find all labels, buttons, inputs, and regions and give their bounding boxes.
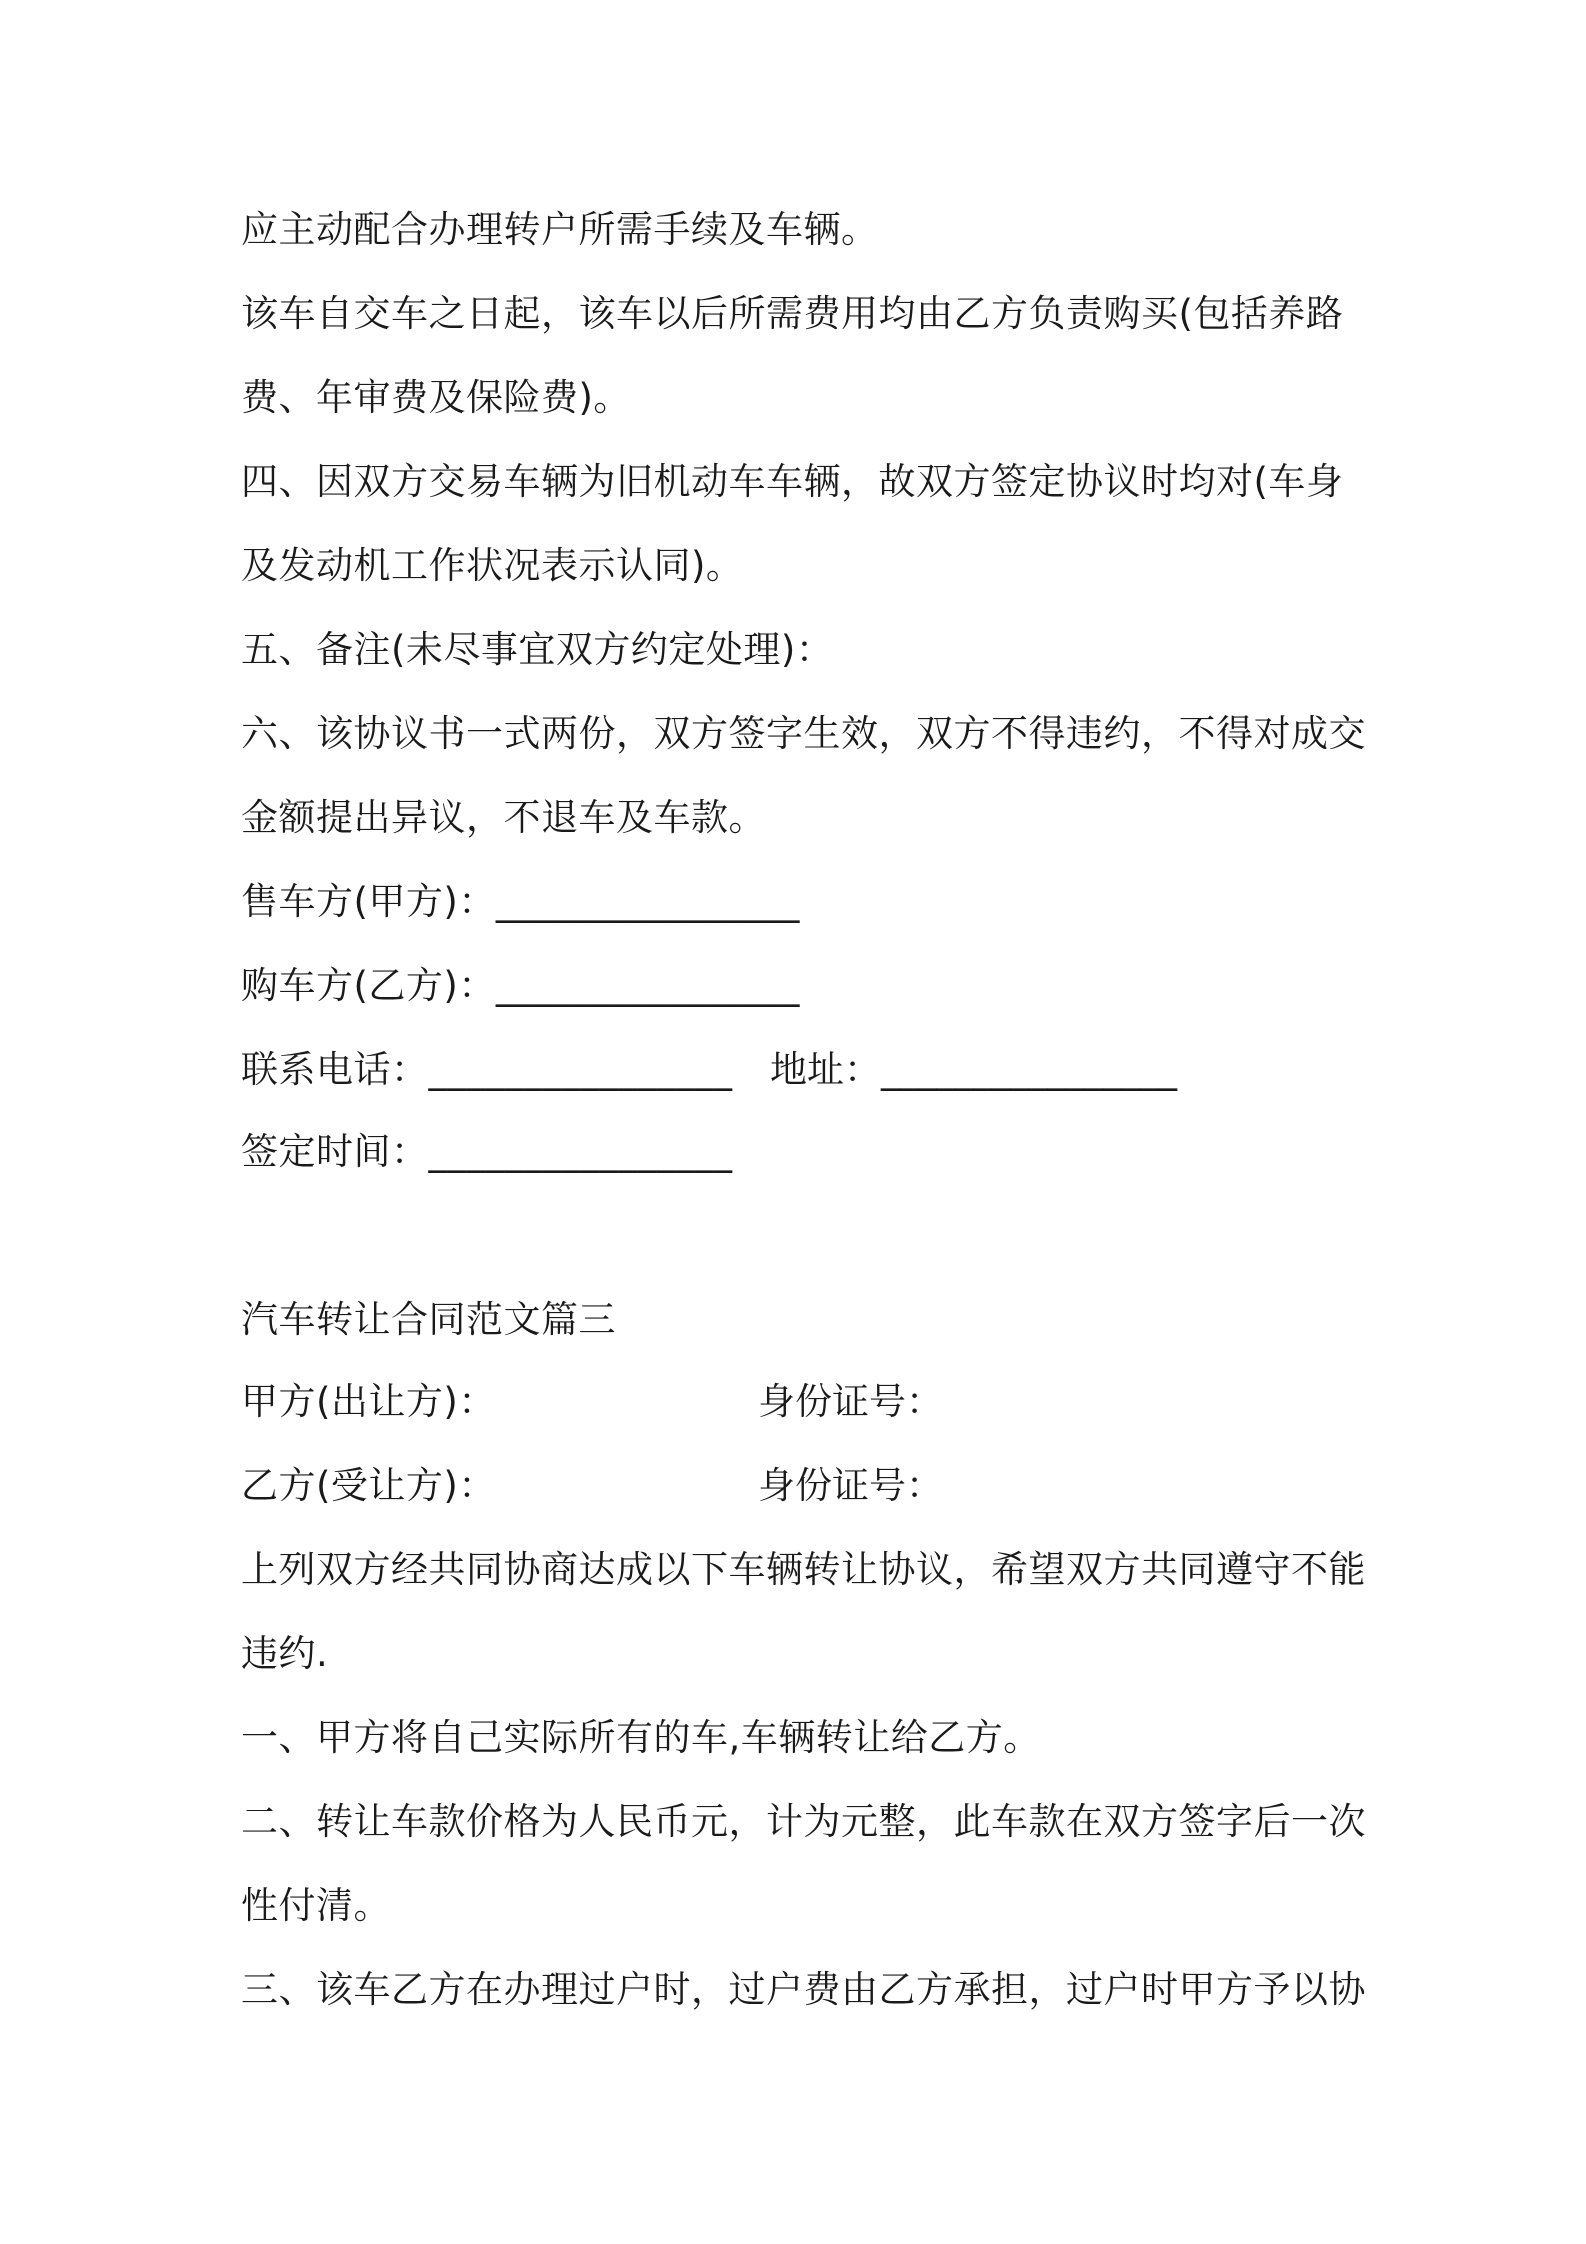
party-a-label: 甲方(出让方)： [241, 1380, 496, 1423]
contact-phone-line: 联系电话：________________ [241, 1048, 733, 1091]
paragraph-line: 六、该协议书一式两份，双方签字生效，双方不得违约，不得对成交 [241, 712, 1366, 755]
paragraph-line: 三、该车乙方在办理过户时，过户费由乙方承担，过户时甲方予以协 [241, 1968, 1366, 2011]
paragraph-line: 五、备注(未尽事宜双方约定处理)： [241, 628, 834, 671]
paragraph-line: 四、因双方交易车辆为旧机动车车辆，故双方签定协议时均对(车身 [241, 460, 1344, 503]
paragraph-line: 该车自交车之日起，该车以后所需费用均由乙方负责购买(包括养路 [241, 292, 1344, 335]
buyer-signature-line: 购车方(乙方)：________________ [241, 964, 800, 1007]
paragraph-line: 违约. [241, 1632, 329, 1675]
seller-signature-line: 售车方(甲方)：________________ [241, 880, 800, 923]
party-b-id-label: 身份证号： [758, 1464, 943, 1507]
paragraph-line: 费、年审费及保险费)。 [241, 376, 631, 419]
party-b-label: 乙方(受让方)： [241, 1464, 496, 1507]
paragraph-line: 金额提出异议，不退车及车款。 [241, 796, 766, 839]
address-line: 地址：________________ [770, 1048, 1177, 1091]
party-a-id-label: 身份证号： [758, 1380, 943, 1423]
paragraph-line: 一、甲方将自己实际所有的车,车辆转让给乙方。 [241, 1716, 1041, 1759]
paragraph-line: 二、转让车款价格为人民币元，计为元整，此车款在双方签字后一次 [241, 1800, 1366, 1843]
paragraph-line: 性付清。 [241, 1884, 391, 1927]
paragraph-line: 应主动配合办理转户所需手续及车辆。 [241, 208, 879, 251]
section-title: 汽车转让合同范文篇三 [241, 1298, 616, 1341]
paragraph-line: 上列双方经共同协商达成以下车辆转让协议，希望双方共同遵守不能 [241, 1548, 1366, 1591]
signing-date-line: 签定时间：________________ [241, 1130, 733, 1173]
paragraph-line: 及发动机工作状况表示认同)。 [241, 544, 744, 587]
